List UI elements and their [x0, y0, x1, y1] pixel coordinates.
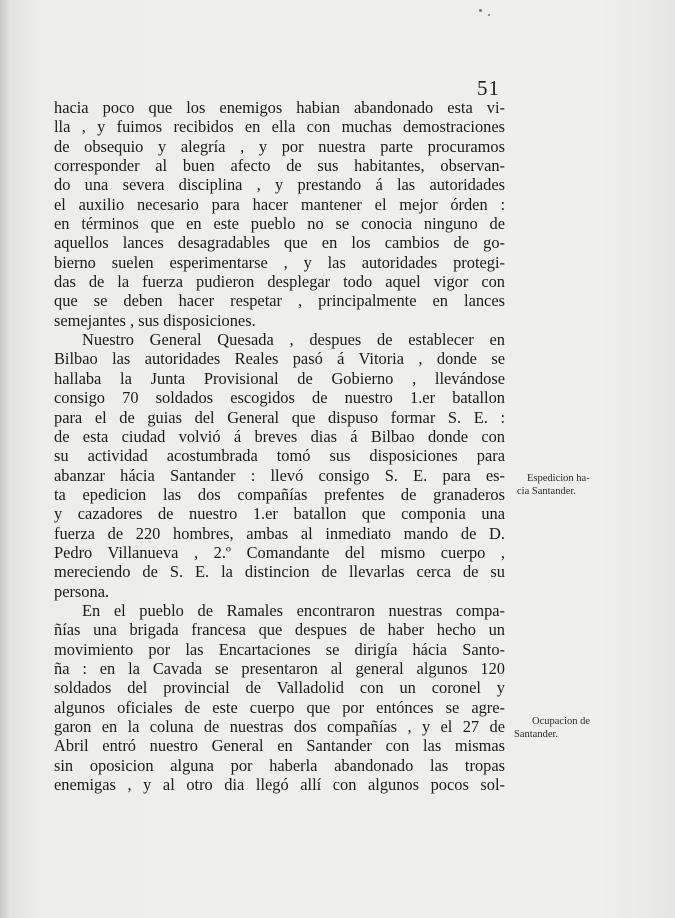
ink-speck — [479, 9, 482, 12]
text-line: movimiento por las Encartaciones se dirigía hácia Santo- — [54, 639, 505, 659]
text-line: persona. — [54, 581, 110, 601]
margin-note-line: Espedicion ha- — [527, 473, 590, 484]
text-line: bierno suelen esperimentarse , y las autoridades protegi- — [54, 252, 505, 272]
paragraph-2 — [54, 330, 505, 601]
paragraph-1 — [54, 98, 505, 330]
text-line: soldados del provincial de Valladolid con un coronel y — [54, 678, 505, 698]
text-line: Abril entró nuestro General en Santander con las mismas — [54, 736, 505, 756]
margin-note-line: Ocupacion de — [532, 716, 591, 727]
text-line: enemigas , y al otro dia llegó allí con algunos pocos sol- — [54, 775, 505, 795]
text-line: en términos que en este pueblo no se conocia ninguno de — [54, 214, 505, 234]
text-line: para el de guias del General que dispuso formar S. E. : — [54, 407, 505, 427]
text-line: de obsequio y alegría , y por nuestra parte procuramos — [54, 136, 505, 156]
text-line: hacia poco que los enemigos habian abandonado esta vi- — [54, 98, 505, 117]
text-line: ta epedicion las dos compañías prefentes de granaderos — [54, 484, 505, 504]
text-line: su actividad acostumbrada tomó sus disposiciones para — [54, 446, 505, 466]
ink-speck — [488, 14, 490, 16]
text-line: Pedro Villanueva , 2.º Comandante del mismo cuerpo , — [54, 542, 505, 562]
text-line: consigo 70 soldados escogidos de nuestro 1.er batallon — [54, 388, 505, 408]
text-line: Bilbao las autoridades Reales pasó á Vitoria , donde se — [54, 349, 505, 369]
text-line: el auxilio necesario para hacer mantener el mejor órden : — [54, 194, 505, 214]
text-line: En el pueblo de Ramales encontraron nuestras compa- — [82, 600, 505, 620]
margin-note-line: cia Santander. — [517, 486, 576, 497]
text-line: ña : en la Cavada se presentaron al general algunos 120 — [54, 658, 505, 678]
text-line: Nuestro General Quesada , despues de establecer en — [82, 330, 505, 350]
margin-note-line: Santander. — [514, 729, 559, 740]
text-line: corresponder al buen afecto de sus habitantes, observan- — [54, 156, 505, 176]
margin-note-expedition — [517, 472, 590, 498]
text-line: fuerza de 220 hombres, ambas al inmediato mando de D. — [54, 523, 505, 543]
text-line: y cazadores de nuestro 1.er batallon que componia una — [54, 504, 505, 524]
text-line: mereciendo de S. E. la distincion de llevarlas cerca de su — [54, 562, 505, 582]
margin-note-occupation — [514, 715, 590, 741]
text-line: do una severa disciplina , y prestando á las autoridades — [54, 175, 505, 195]
text-line: hallaba la Junta Provisional de Gobierno , llevándose — [54, 368, 505, 388]
text-line: aquellos lances desagradables que en los cambios de go- — [54, 233, 505, 253]
body-text — [54, 98, 505, 794]
text-line: abanzar hácia Santander : llevó consigo S. E. para es- — [54, 465, 505, 485]
text-line: garon en la coluna de nuestras dos compañías , y el 27 de — [54, 717, 505, 736]
text-line: sin oposicion alguna por haberla abandonado las tropas — [54, 755, 505, 775]
text-line: das de la fuerza pudieron desplegar todo aquel vigor con — [54, 272, 505, 292]
text-line: que se deben hacer respetar , principalmente en lances — [54, 291, 505, 311]
text-line: algunos oficiales de este cuerpo que por entónces se agre- — [54, 697, 505, 717]
text-line: ñías una brigada francesa que despues de haber hecho un — [54, 620, 505, 640]
paragraph-3 — [54, 601, 505, 794]
text-line: lla , y fuimos recibidos en ella con muchas demostraciones — [54, 117, 505, 137]
page-number: 51 — [477, 76, 500, 100]
text-line: de esta ciudad volvió á breves dias á Bilbao donde con — [54, 426, 505, 446]
text-line: semejantes , sus disposiciones. — [54, 310, 256, 330]
